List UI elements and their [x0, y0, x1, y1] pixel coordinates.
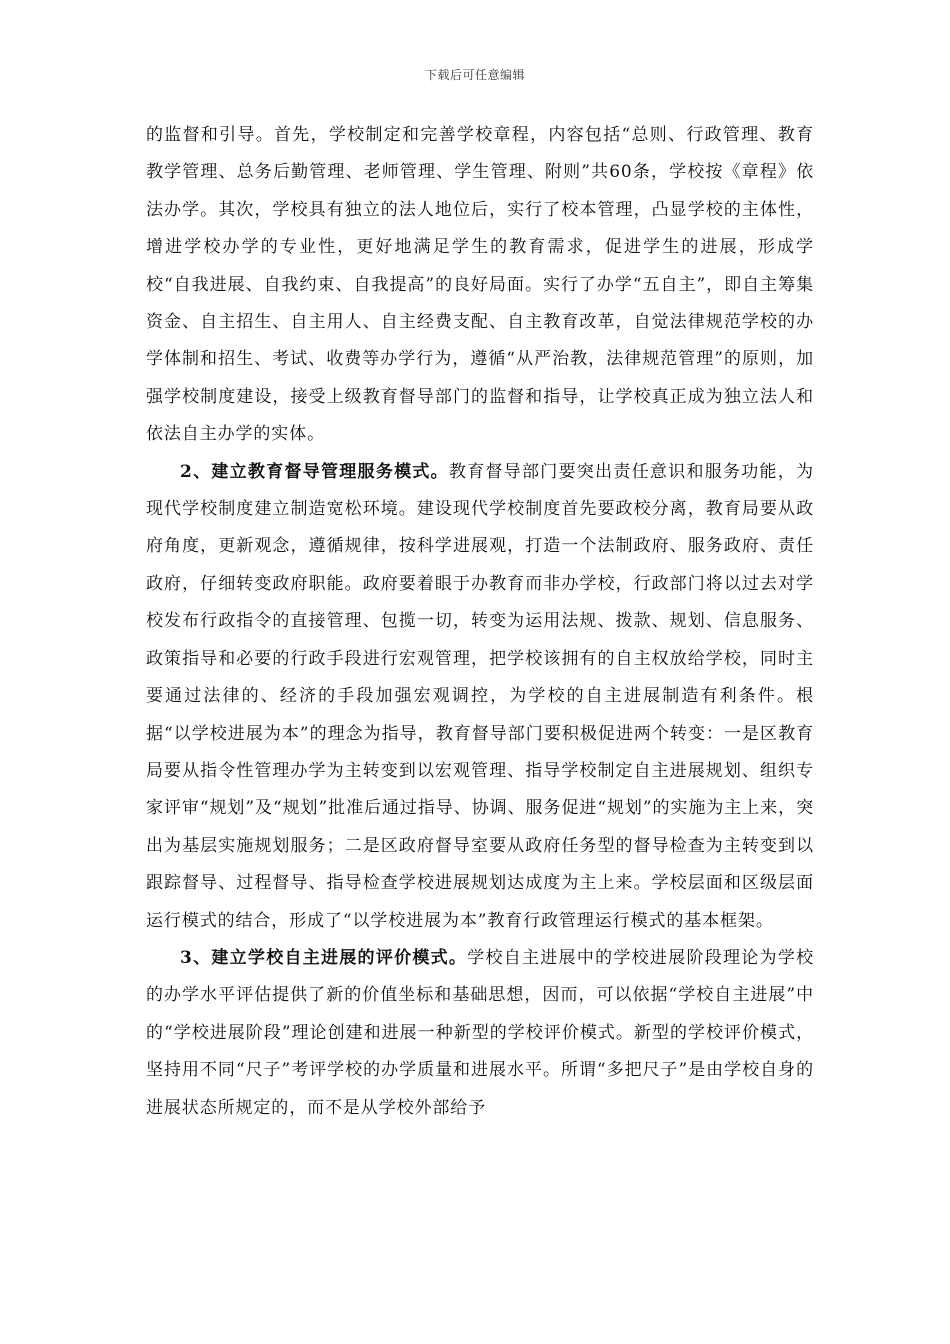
paragraph-3: [146, 940, 814, 1127]
paragraph-2-text: 教育督导部门要突出责任意识和服务功能，为现代学校制度建立制造宽松环境。建设现代学校制度首先要政校分离，教育局要从政府角度，更新观念，遵循规律，按科学进展观，打造一个法制政府、服务政府、责任政府，仔细转变政府职能。政府要着眼于办教育而非办学校，行政部门将以过去对学校发布行政指令的直接管理、包揽一切，转变为运用法规、拨款、规划、信息服务、政策指导和必要的行政手段进行宏观管理，把学校该拥有的自主权放给学校，同时主要通过法律的、经济的手段加强宏观调控，为学校的自主进展制造有利条件。根据“以学校进展为本”的理念为指导，教育督导部门要积极促进两个转变：一是区教育局要从指令性管理办学为主转变到以宏观管理、指导学校制定自主进展规划、组织专家评审“规划”及“规划”批准后通过指导、协调、服务促进“规划”的实施为主上来，突出为基层实施规划服务；二是区政府督导室要从政府任务型的督导检查为主转变到以跟踪督导、过程督导、指导检查学校进展规划达成度为主上来。学校层面和区级层面运行模式的结合，形成了“以学校进展为本”教育行政管理运行模式的基本框架。: [146, 461, 815, 931]
paragraph-2: [146, 454, 814, 940]
paragraph-3-text: 学校自主进展中的学校进展阶段理论为学校的办学水平评估提供了新的价值坐标和基础思想，因而，可以依据“学校自主进展”中的“学校进展阶段”理论创建和进展一种新型的学校评价模式。新型的学校评价模式，坚持用不同“尺子”考评学校的办学质量和进展水平。所谓“多把尺子”是由学校自身的进展状态所规定的，而不是从学校外部给予: [146, 947, 814, 1118]
paragraph-3-heading: 3、建立学校自主进展的评价模式。: [180, 947, 468, 968]
page-header: 下载后可任意编辑: [424, 68, 525, 82]
paragraph-2-heading: 2、建立教育督导管理服务模式。: [180, 461, 449, 482]
paragraph-1-text: 的监督和引导。首先，学校制定和完善学校章程，内容包括“总则、行政管理、教育教学管理、总务后勤管理、老师管理、学生管理、附则”共60条，学校按《章程》依法办学。其次，学校具有独立的法人地位后，实行了校本管理，凸显学校的主体性，增进学校办学的专业性，更好地满足学生的教育需求，促进学生的进展，形成学校“自我进展、自我约束、自我提高”的良好局面。实行了办学“五自主”，即自主筹集资金、自主招生、自主用人、自主经费支配、自主教育改革，自觉法律规范学校的办学体制和招生、考试、收费等办学行为，遵循“从严治教，法律规范管理”的原则，加强学校制度建设，接受上级教育督导部门的监督和指导，让学校真正成为独立法人和依法自主办学的实体。: [146, 125, 814, 445]
paragraph-1: [146, 117, 814, 454]
document-body: [146, 117, 814, 1127]
